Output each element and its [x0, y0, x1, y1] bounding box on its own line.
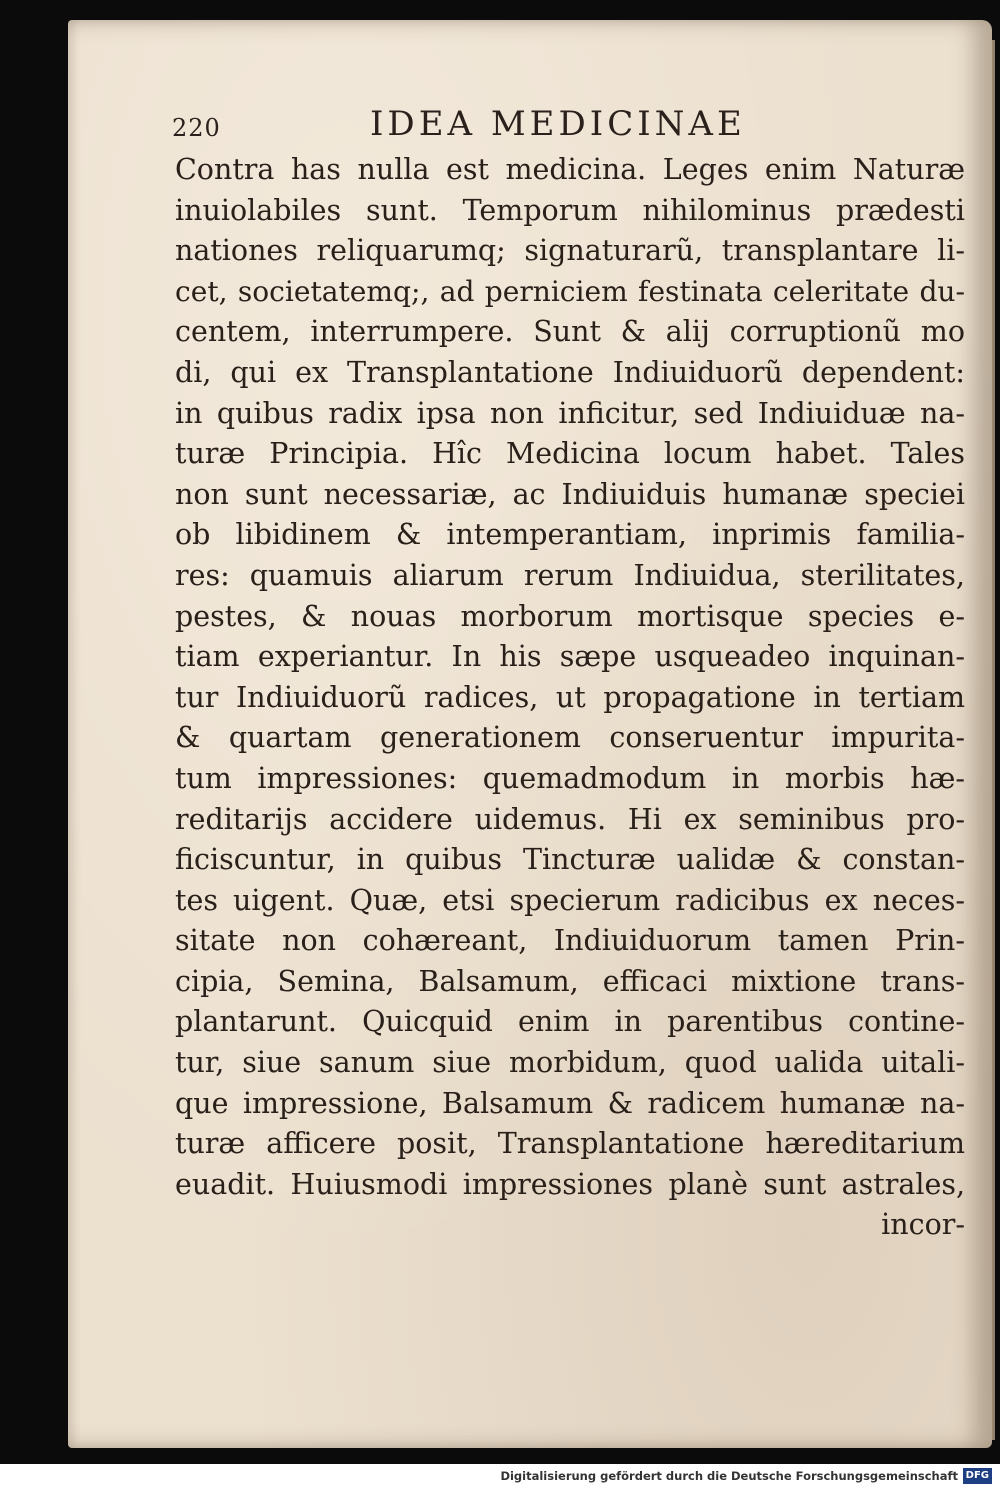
text-line: euadit. Huiusmodi impressiones planè sunt astrales, — [175, 1167, 965, 1201]
text-line: plantarunt. Quicquid enim in parentibus contine- — [175, 1005, 965, 1039]
text-line: cipia, Semina, Balsamum, efficaci mixtione trans- — [175, 964, 965, 998]
text-line: tum impressiones: quemadmodum in morbis hæ- — [175, 761, 965, 795]
text-line: res: quamuis aliarum rerum Indiuidua, sterilitates, — [175, 558, 965, 592]
text-line: centem, interrumpere. Sunt & alij corruptionũ mo — [175, 315, 965, 349]
text-line: tur Indiuiduorũ radices, ut propagatione in tertiam — [175, 680, 965, 714]
text-line: ficiscuntur, in quibus Tincturæ ualidæ & constan- — [175, 843, 965, 877]
text-line: non sunt necessariæ, ac Indiuiduis humanæ speciei — [175, 477, 965, 511]
page-number: 220 — [172, 114, 221, 142]
running-title: IDEA MEDICINAE — [370, 104, 746, 144]
text-line: cet, societatemq;, ad perniciem festinata celeritate du- — [175, 274, 965, 308]
text-line: di, qui ex Transplantatione Indiuiduorũ dependent: — [175, 355, 965, 389]
text-line: que impressione, Balsamum & radicem humanæ na- — [175, 1086, 965, 1120]
text-line: sitate non cohæreant, Indiuiduorum tamen Prin- — [175, 924, 965, 958]
text-line: & quartam generationem conseruentur impurita- — [175, 721, 965, 755]
dfg-logo: DFG — [963, 1468, 992, 1484]
text-line: turæ Principia. Hîc Medicina locum habet. Tales — [175, 437, 965, 471]
text-line: Contra has nulla est medicina. Leges enim Naturæ — [175, 153, 965, 186]
body-text — [175, 150, 965, 1246]
text-line: reditarijs accidere uidemus. Hi ex seminibus pro- — [175, 802, 965, 836]
text-line: nationes reliquarumq; signaturarũ, transplantare li- — [175, 234, 965, 268]
funding-credit: Digitalisierung gefördert durch die Deutsche Forschungsgemeinschaft — [500, 1469, 958, 1483]
text-line: tes uigent. Quæ, etsi specierum radicibus ex neces- — [175, 883, 965, 917]
text-line: ob libidinem & intemperantiam, inprimis familia- — [175, 518, 965, 552]
text-line: turæ afficere posit, Transplantatione hæreditarium — [175, 1127, 965, 1161]
text-line: inuiolabiles sunt. Temporum nihilominus prædesti — [175, 193, 965, 227]
text-line: tur, siue sanum siue morbidum, quod ualida uitali- — [175, 1046, 965, 1080]
text-line: tiam experiantur. In his sæpe usqueadeo inquinan- — [175, 640, 965, 674]
running-head — [0, 104, 1000, 150]
text-line: in quibus radix ipsa non inficitur, sed Indiuiduæ na- — [175, 396, 965, 430]
text-line: pestes, & nouas morborum mortisque species e- — [175, 599, 965, 633]
footer-bar — [0, 1464, 1000, 1490]
catchword: incor- — [881, 1208, 965, 1242]
